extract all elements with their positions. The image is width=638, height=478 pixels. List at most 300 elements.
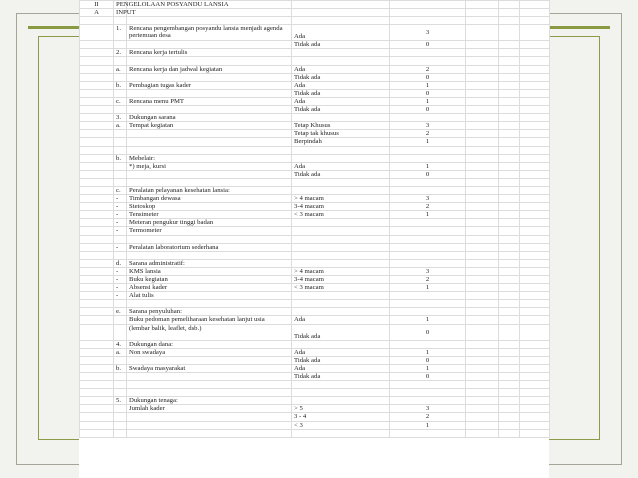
blank-cell	[466, 162, 499, 170]
item-marker-cell: -	[114, 203, 127, 211]
table-row	[80, 413, 550, 421]
blank-cell	[499, 65, 520, 73]
score-cell	[390, 292, 466, 300]
table-row	[80, 49, 550, 57]
score-cell: 1	[390, 138, 466, 146]
blank-cell	[466, 203, 499, 211]
criteria-cell: < 3 macam	[292, 211, 390, 219]
score-cell: 1	[390, 97, 466, 105]
blank-cell	[466, 308, 499, 316]
table-row	[80, 154, 550, 162]
blank-cell	[520, 267, 550, 275]
blank-cell	[520, 405, 550, 413]
blank-cell	[499, 267, 520, 275]
blank-cell	[520, 25, 550, 41]
item-marker-cell	[114, 372, 127, 380]
blank-cell	[520, 251, 550, 259]
blank-cell	[520, 397, 550, 405]
table-row	[80, 251, 550, 259]
item-label-cell	[127, 413, 292, 421]
score-cell: 3	[390, 195, 466, 203]
blank-cell	[499, 114, 520, 122]
item-label-cell: Alat tulis	[127, 292, 292, 300]
blank-cell	[499, 284, 520, 292]
item-marker-cell	[114, 251, 127, 259]
blank-cell	[499, 41, 520, 49]
item-marker-cell	[114, 178, 127, 186]
table-row	[80, 178, 550, 186]
score-cell: 0	[390, 41, 466, 49]
item-marker-cell: 4.	[114, 340, 127, 348]
score-cell	[390, 219, 466, 227]
table-row	[80, 203, 550, 211]
blank-cell	[520, 9, 550, 17]
score-cell: 0	[390, 356, 466, 364]
row-number-cell	[80, 316, 114, 324]
criteria-cell	[292, 429, 390, 437]
row-number-cell	[80, 146, 114, 154]
table-body	[80, 1, 550, 438]
blank-cell	[520, 429, 550, 437]
score-cell	[390, 259, 466, 267]
blank-cell	[520, 389, 550, 397]
table-row	[80, 219, 550, 227]
item-label-cell	[127, 106, 292, 114]
blank-cell	[499, 219, 520, 227]
blank-cell	[520, 356, 550, 364]
blank-cell	[466, 227, 499, 235]
item-label-cell: Dukungan dana:	[127, 340, 292, 348]
table-row	[80, 372, 550, 380]
table-row	[80, 186, 550, 194]
item-marker-cell: a.	[114, 348, 127, 356]
row-number-cell	[80, 178, 114, 186]
blank-cell	[466, 413, 499, 421]
blank-cell	[520, 170, 550, 178]
criteria-cell	[292, 235, 390, 243]
criteria-cell	[292, 381, 390, 389]
blank-cell	[499, 186, 520, 194]
criteria-cell: Ada	[292, 25, 390, 41]
blank-cell	[499, 170, 520, 178]
item-marker-cell	[114, 146, 127, 154]
blank-cell	[466, 243, 499, 251]
score-cell: 1	[390, 421, 466, 429]
table-row	[80, 300, 550, 308]
table-row	[80, 122, 550, 130]
item-marker-cell: -	[114, 243, 127, 251]
criteria-cell: Tidak ada	[292, 106, 390, 114]
blank-cell	[466, 372, 499, 380]
blank-cell	[466, 170, 499, 178]
item-marker-cell	[114, 57, 127, 65]
item-label-cell	[127, 138, 292, 146]
score-cell: 2	[390, 203, 466, 211]
blank-cell	[499, 413, 520, 421]
criteria-cell	[292, 9, 390, 17]
item-marker-cell: 2.	[114, 49, 127, 57]
blank-cell	[499, 397, 520, 405]
criteria-cell: Ada	[292, 162, 390, 170]
row-number-cell	[80, 227, 114, 235]
item-label-cell	[127, 9, 292, 17]
row-number-cell	[80, 284, 114, 292]
blank-cell	[499, 57, 520, 65]
blank-cell	[520, 348, 550, 356]
criteria-cell: Ada	[292, 364, 390, 372]
item-marker-cell	[114, 73, 127, 81]
item-label-cell	[127, 17, 292, 25]
blank-cell	[466, 340, 499, 348]
table-row	[80, 9, 550, 17]
blank-cell	[520, 178, 550, 186]
score-cell	[390, 49, 466, 57]
row-number-cell	[80, 97, 114, 105]
criteria-cell: Tidak ada	[292, 324, 390, 340]
item-label-cell: Jumlah kader	[127, 405, 292, 413]
score-cell: 0	[390, 324, 466, 340]
score-cell: 0	[390, 372, 466, 380]
item-marker-cell: 3.	[114, 114, 127, 122]
blank-cell	[466, 97, 499, 105]
row-number-cell: A	[80, 9, 114, 17]
row-number-cell	[80, 114, 114, 122]
blank-cell	[520, 340, 550, 348]
blank-cell	[520, 186, 550, 194]
row-number-cell	[80, 57, 114, 65]
criteria-cell: Tidak ada	[292, 73, 390, 81]
criteria-cell: Tidak ada	[292, 356, 390, 364]
criteria-cell: > 4 macam	[292, 267, 390, 275]
criteria-cell: > 4 macam	[292, 195, 390, 203]
row-number-cell	[80, 211, 114, 219]
item-label-cell	[127, 130, 292, 138]
criteria-cell	[292, 146, 390, 154]
blank-cell	[520, 146, 550, 154]
blank-cell	[466, 381, 499, 389]
blank-cell	[466, 356, 499, 364]
criteria-cell	[292, 57, 390, 65]
blank-cell	[499, 276, 520, 284]
item-marker-cell: c.	[114, 186, 127, 194]
item-label-cell: Peralatan pelayanan kesehatan lansia:	[127, 186, 292, 194]
row-number-cell	[80, 41, 114, 49]
criteria-cell: Tidak ada	[292, 170, 390, 178]
item-marker-cell: -	[114, 195, 127, 203]
row-number-cell	[80, 259, 114, 267]
item-label-cell: Pembagian tugas kader	[127, 81, 292, 89]
row-number-cell	[80, 300, 114, 308]
criteria-cell	[292, 186, 390, 194]
blank-cell	[520, 130, 550, 138]
blank-cell	[466, 41, 499, 49]
criteria-cell	[292, 340, 390, 348]
blank-cell	[466, 25, 499, 41]
item-marker-cell	[114, 106, 127, 114]
criteria-cell	[292, 1, 390, 9]
item-label-cell	[127, 178, 292, 186]
item-label-cell	[127, 356, 292, 364]
table-row	[80, 389, 550, 397]
blank-cell	[520, 324, 550, 340]
table-row	[80, 292, 550, 300]
blank-cell	[466, 235, 499, 243]
criteria-cell: 3 - 4	[292, 413, 390, 421]
blank-cell	[499, 381, 520, 389]
item-label-cell	[127, 372, 292, 380]
blank-cell	[499, 81, 520, 89]
row-number-cell	[80, 397, 114, 405]
item-marker-cell	[114, 41, 127, 49]
row-number-cell	[80, 308, 114, 316]
table-row	[80, 405, 550, 413]
row-number-cell	[80, 89, 114, 97]
item-marker-cell	[114, 17, 127, 25]
score-cell	[390, 243, 466, 251]
score-cell	[390, 389, 466, 397]
item-label-cell: Rencana menu PMT	[127, 97, 292, 105]
blank-cell	[499, 73, 520, 81]
item-marker-cell	[114, 405, 127, 413]
row-number-cell	[80, 340, 114, 348]
row-number-cell	[80, 348, 114, 356]
score-cell: 2	[390, 130, 466, 138]
blank-cell	[499, 25, 520, 41]
criteria-cell	[292, 17, 390, 25]
item-marker-cell: -	[114, 219, 127, 227]
item-label-cell	[127, 57, 292, 65]
item-label-cell	[127, 300, 292, 308]
score-cell	[390, 340, 466, 348]
item-marker-cell: -	[114, 211, 127, 219]
blank-cell	[499, 9, 520, 17]
item-label-cell: Tempat kegiatan	[127, 122, 292, 130]
item-marker-cell	[114, 130, 127, 138]
table-row	[80, 170, 550, 178]
criteria-cell	[292, 389, 390, 397]
criteria-cell: 3-4 macam	[292, 276, 390, 284]
table-row	[80, 73, 550, 81]
criteria-cell: Ada	[292, 65, 390, 73]
item-label-cell: Rencana kerja tertulis	[127, 49, 292, 57]
blank-cell	[466, 130, 499, 138]
table-row	[80, 114, 550, 122]
score-cell: 1	[390, 211, 466, 219]
blank-cell	[520, 138, 550, 146]
blank-cell	[466, 73, 499, 81]
item-marker-cell	[114, 324, 127, 340]
criteria-cell: Ada	[292, 81, 390, 89]
blank-cell	[520, 364, 550, 372]
score-cell	[390, 251, 466, 259]
score-cell	[390, 300, 466, 308]
blank-cell	[520, 381, 550, 389]
table-row	[80, 324, 550, 340]
item-label-cell: Stetoskop	[127, 203, 292, 211]
blank-cell	[466, 267, 499, 275]
blank-cell	[499, 429, 520, 437]
item-marker-cell	[114, 413, 127, 421]
item-label-cell: Rencana kerja dan jadwal kegiatan	[127, 65, 292, 73]
criteria-cell: Tidak ada	[292, 41, 390, 49]
criteria-cell	[292, 49, 390, 57]
blank-cell	[520, 65, 550, 73]
table-row	[80, 25, 550, 41]
item-label-cell	[127, 251, 292, 259]
blank-cell	[520, 203, 550, 211]
row-number-cell	[80, 170, 114, 178]
criteria-cell: Ada	[292, 348, 390, 356]
row-number-cell	[80, 356, 114, 364]
table-row	[80, 146, 550, 154]
item-label-cell: Dukungan tenaga:	[127, 397, 292, 405]
table-row	[80, 364, 550, 372]
blank-cell	[499, 1, 520, 9]
row-number-cell	[80, 106, 114, 114]
blank-cell	[520, 154, 550, 162]
row-number-cell	[80, 138, 114, 146]
blank-cell	[520, 259, 550, 267]
blank-cell	[466, 114, 499, 122]
row-number-cell	[80, 186, 114, 194]
table-row	[80, 81, 550, 89]
item-marker-cell: d.	[114, 259, 127, 267]
item-label-cell: Timbangan dewasa	[127, 195, 292, 203]
blank-cell	[499, 292, 520, 300]
blank-cell	[499, 308, 520, 316]
criteria-cell	[292, 114, 390, 122]
blank-cell	[520, 211, 550, 219]
blank-cell	[466, 364, 499, 372]
criteria-cell	[292, 227, 390, 235]
item-label-cell: Non swadaya	[127, 348, 292, 356]
criteria-cell: Tetap tak khusus	[292, 130, 390, 138]
blank-cell	[520, 114, 550, 122]
blank-cell	[466, 186, 499, 194]
blank-cell	[499, 162, 520, 170]
item-marker-cell	[114, 89, 127, 97]
blank-cell	[520, 97, 550, 105]
table-row	[80, 381, 550, 389]
blank-cell	[520, 73, 550, 81]
blank-cell	[499, 356, 520, 364]
blank-cell	[499, 259, 520, 267]
table-row	[80, 340, 550, 348]
blank-cell	[466, 429, 499, 437]
blank-cell	[499, 405, 520, 413]
table-row	[80, 1, 550, 9]
row-number-cell	[80, 413, 114, 421]
row-number-cell	[80, 243, 114, 251]
blank-cell	[520, 81, 550, 89]
table-row	[80, 243, 550, 251]
score-cell	[390, 178, 466, 186]
blank-cell	[466, 9, 499, 17]
table-row	[80, 348, 550, 356]
blank-cell	[499, 106, 520, 114]
assessment-table	[79, 0, 550, 438]
blank-cell	[466, 122, 499, 130]
criteria-cell: Ada	[292, 316, 390, 324]
blank-cell	[520, 235, 550, 243]
criteria-cell: Tidak ada	[292, 89, 390, 97]
blank-cell	[520, 421, 550, 429]
blank-cell	[466, 251, 499, 259]
blank-cell	[466, 405, 499, 413]
blank-cell	[520, 276, 550, 284]
score-cell: 0	[390, 170, 466, 178]
score-cell	[390, 1, 466, 9]
item-marker-cell: -	[114, 267, 127, 275]
blank-cell	[520, 57, 550, 65]
blank-cell	[520, 413, 550, 421]
table-row	[80, 308, 550, 316]
blank-cell	[499, 211, 520, 219]
item-marker-cell	[114, 389, 127, 397]
blank-cell	[520, 227, 550, 235]
table-row	[80, 429, 550, 437]
item-marker-cell	[114, 421, 127, 429]
item-label-cell: Sarana administratif:	[127, 259, 292, 267]
score-cell: 0	[390, 89, 466, 97]
blank-cell	[466, 259, 499, 267]
blank-cell	[499, 178, 520, 186]
criteria-cell: Ada	[292, 97, 390, 105]
item-label-cell: (lembar balik, leaflet, dsb.)	[127, 324, 292, 340]
row-number-cell	[80, 219, 114, 227]
score-cell: 0	[390, 73, 466, 81]
item-marker-cell	[114, 429, 127, 437]
item-marker-cell	[114, 170, 127, 178]
blank-cell	[466, 219, 499, 227]
blank-cell	[520, 292, 550, 300]
item-marker-cell	[114, 235, 127, 243]
blank-cell	[520, 106, 550, 114]
item-marker-cell	[114, 381, 127, 389]
table-row	[80, 195, 550, 203]
row-number-cell	[80, 203, 114, 211]
score-cell: 1	[390, 316, 466, 324]
table-row	[80, 130, 550, 138]
item-marker-cell: -	[114, 284, 127, 292]
row-number-cell	[80, 251, 114, 259]
blank-cell	[520, 308, 550, 316]
item-label-cell: Dukungan sarana	[127, 114, 292, 122]
item-marker-cell: c.	[114, 97, 127, 105]
score-cell: 3	[390, 267, 466, 275]
blank-cell	[466, 284, 499, 292]
table-row	[80, 267, 550, 275]
row-number-cell	[80, 235, 114, 243]
item-marker-cell: 1.	[114, 25, 127, 41]
criteria-cell	[292, 259, 390, 267]
score-cell	[390, 17, 466, 25]
item-label-cell	[127, 41, 292, 49]
blank-cell	[520, 316, 550, 324]
blank-cell	[466, 57, 499, 65]
item-label-cell	[127, 381, 292, 389]
item-label-cell: Buku kegiatan	[127, 276, 292, 284]
item-label-cell: Buku pedoman pemeliharaan kesehatan lanjut usia	[127, 316, 292, 324]
blank-cell	[499, 251, 520, 259]
item-marker-cell: -	[114, 276, 127, 284]
table-row	[80, 284, 550, 292]
blank-cell	[499, 97, 520, 105]
score-cell: 3	[390, 122, 466, 130]
item-label-cell	[127, 429, 292, 437]
blank-cell	[499, 389, 520, 397]
table-row	[80, 421, 550, 429]
